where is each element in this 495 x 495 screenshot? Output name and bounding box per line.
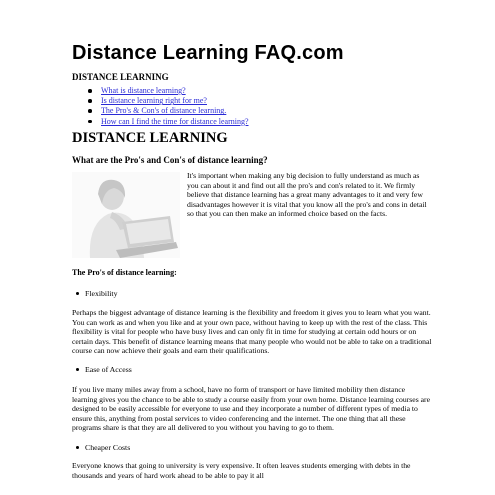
bullet-ease-of-access: Ease of Access — [85, 365, 132, 374]
section-label: DISTANCE LEARNING — [72, 72, 169, 82]
toc-link-find-time[interactable]: How can I find the time for distance learning? — [101, 116, 249, 126]
bullet-flexibility: Flexibility — [85, 289, 118, 298]
toc-link-right-for-me[interactable]: Is distance learning right for me? — [101, 96, 207, 106]
page-heading: DISTANCE LEARNING — [72, 130, 228, 146]
woman-with-laptop-photo — [72, 172, 180, 258]
paragraph-ease-of-access: If you live many miles away from a school, have no form of transport or have limited mobility then distance learning gives you the chance to be able to study a course easily from your own home. Distance learning courses are designed to be easily accessible for everyone to use and they incorporate a number of different types of media to ensure this, anything from postal services to video conferencing and the internet. The one thing that all these programs share is that they are all delivered to you without you having to go to them. — [72, 385, 430, 433]
toc-list — [88, 86, 249, 127]
intro-paragraph: It's important when making any big decision to fully understand as much as you can about it and find out all the pro's and con's related to it. We firmly believe that distance learning has a great many advantages to it and very few disadvantages however it is vital that you know all the pro's and cons in detail so that you can then make an informed choice based on the facts. — [187, 171, 427, 219]
bullet-cheaper-costs: Cheaper Costs — [85, 443, 131, 452]
toc-item — [88, 106, 249, 116]
paragraph-flexibility: Perhaps the biggest advantage of distance learning is the flexibility and freedom it gives you to learn what you want. You can work as and when you like and at your own pace, without having to keep up with the rest of the class. This flexibility is vital for people who have busy lives and can only fit in time for studying at certain odd hours or on certain days. This benefit of distance learning means that many people who would not be able to take on a traditional course can now achieve their goals and earn their qualifications. — [72, 308, 432, 356]
toc-item — [88, 86, 249, 96]
toc-item — [88, 96, 249, 106]
pros-label: The Pro's of distance learning: — [72, 268, 177, 277]
paragraph-cheaper-costs: Everyone knows that going to university is very expensive. It often leaves students emerging with debts in the thousands and years of hard work ahead to be able to pay it all — [72, 461, 411, 480]
toc-link-pros-cons[interactable]: The Pro's & Con's of distance learning. — [101, 106, 227, 116]
toc-link-what-is[interactable]: What is distance learning? — [101, 86, 186, 95]
toc-item — [88, 117, 249, 127]
section-subheading: What are the Pro's and Con's of distance learning? — [72, 155, 268, 165]
site-title: Distance Learning FAQ.com — [72, 42, 344, 64]
